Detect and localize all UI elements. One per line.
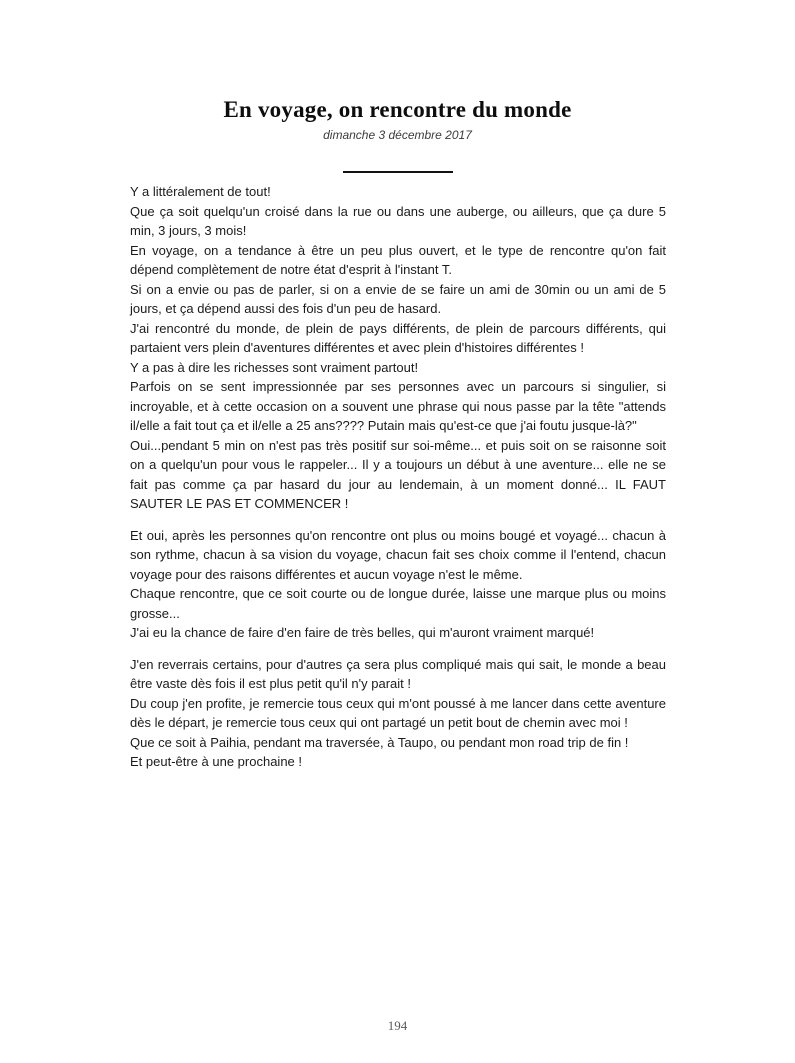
paragraph: En voyage, on a tendance à être un peu plus ouvert, et le type de rencontre qu'on fait dépend complètement de notre état d'esprit à l'instant T. [130,242,666,278]
paragraph: Du coup j'en profite, je remercie tous ceux qui m'ont poussé à me lancer dans cette aventure dès le départ, je remercie tous ceux qui ont partagé un petit bout de chemin avec moi ! [130,695,666,731]
paragraph: Y a littéralement de tout! [130,184,271,200]
paragraph: Oui...pendant 5 min on n'est pas très positif sur soi-même... et puis soit on se raisonne soit on a quelqu'un pour vous le rappeler... Il y a toujours un début à une aventure... elle ne se fait pas comme ça par hasard du jour au lendemain, à un moment donné... IL FAUT SAUTER LE PAS ET COMMENCER ! [130,437,666,512]
paragraph: J'ai rencontré du monde, de plein de pays différents, de plein de parcours différents, qui partaient vers plein d'aventures différentes et avec plein d'histoires différentes ! [130,320,666,356]
paragraph: Que ça soit quelqu'un croisé dans la rue ou dans une auberge, ou ailleurs, que ça dure 5 min, 3 jours, 3 mois! [130,203,666,239]
paragraph: Si on a envie ou pas de parler, si on a envie de se faire un ami de 30min ou un ami de 5 jours, et ça dépend aussi des fois d'un peu de hasard. [130,281,666,317]
article-date: dimanche 3 décembre 2017 [323,128,472,143]
paragraph: Que ce soit à Paihia, pendant ma traversée, à Taupo, ou pendant mon road trip de fin ! [130,734,629,750]
page-title: En voyage, on rencontre du monde [223,97,572,122]
paragraph: Chaque rencontre, que ce soit courte ou de longue durée, laisse une marque plus ou moins grosse... [130,586,666,621]
paragraph: J'en reverrais certains, pour d'autres ça sera plus compliqué mais qui sait, le monde a beau être vaste dès fois il est plus petit qu'il n'y parait ! [130,656,666,692]
paragraph: Parfois on se sent impressionnée par ses personnes avec un parcours si singulier, si incroyable, et à cette occasion on a souvent une phrase qui nous passe par la tête "attends il/elle a fait tout ça et il/elle a 25 ans???? Putain mais qu'est-ce que j'ai foutu jusque-là?" [130,379,666,434]
article-header [0,0,795,173]
paragraph: Et oui, après les personnes qu'on rencontre ont plus ou moins bougé et voyagé... chacun à son rythme, chacun à sa vision du voyage, chacun fait ses choix comme il l'entend, chacun voyage pour des raisons différentes et aucun voyage n'est le même. [130,527,666,582]
paragraph: Et peut-être à une prochaine ! [130,754,303,770]
paragraph: J'ai eu la chance de faire d'en faire de très belles, qui m'auront vraiment marqué! [130,625,595,641]
paragraph: Y a pas à dire les richesses sont vraiment partout! [130,359,419,375]
article-body [130,182,666,772]
page-footer [0,1017,795,1035]
page-number: 194 [387,1018,408,1033]
title-divider [343,171,453,173]
